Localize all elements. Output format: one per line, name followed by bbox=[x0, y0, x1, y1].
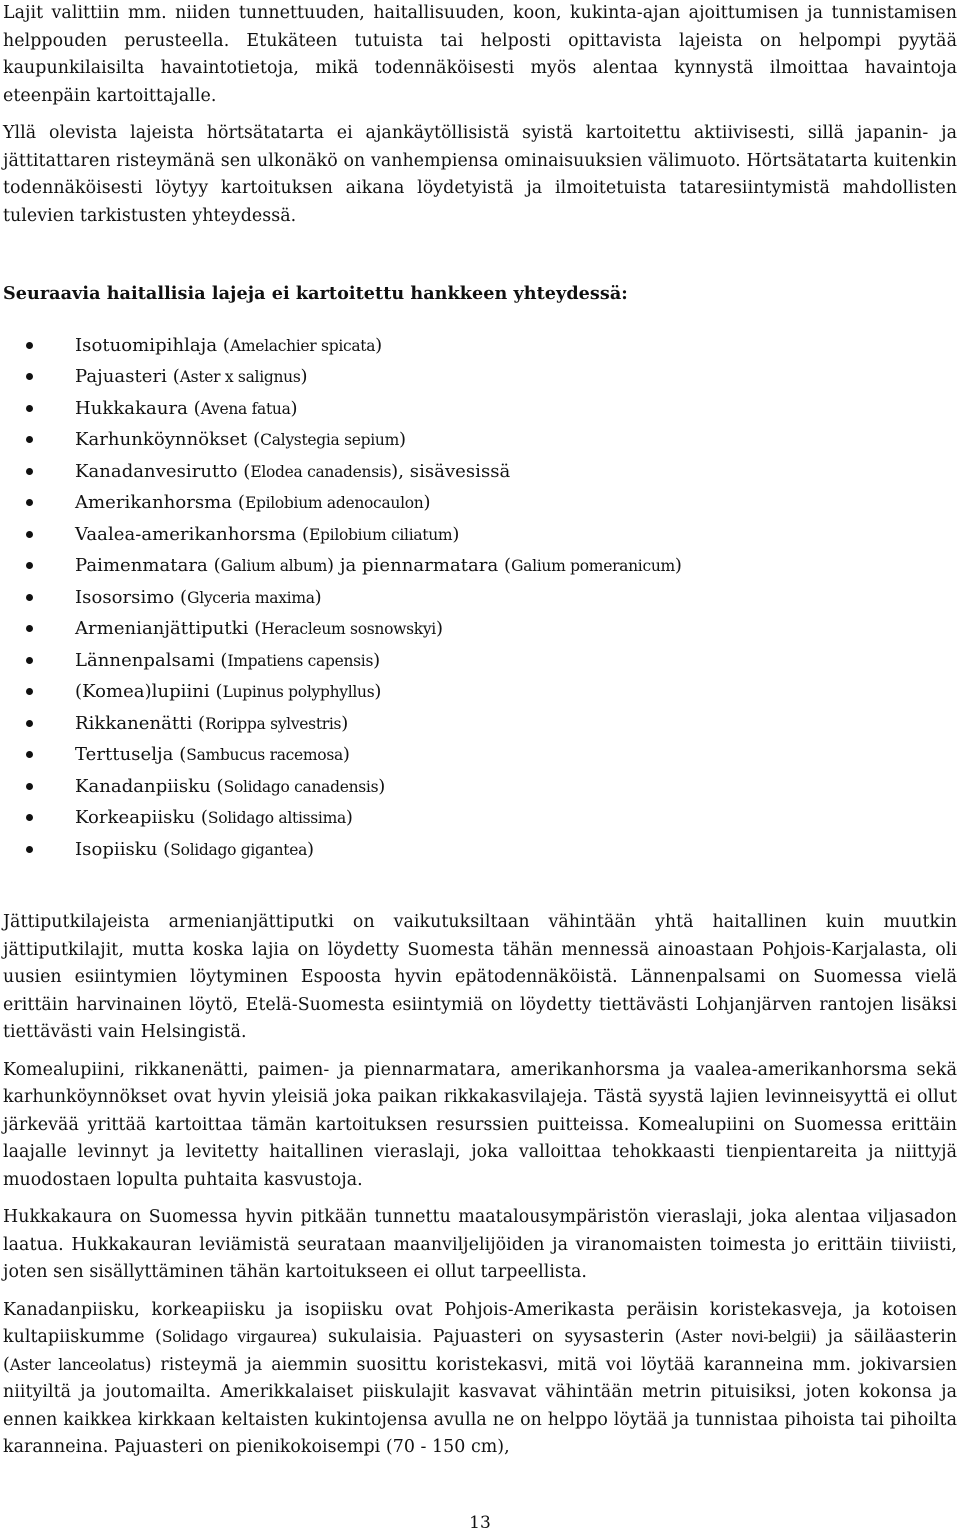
species-list bbox=[3, 330, 957, 866]
list-item: Isotuomipihlaja (Amelachier spicata) bbox=[3, 330, 957, 362]
bullet-icon bbox=[26, 688, 33, 695]
bullet-icon bbox=[26, 405, 33, 412]
list-item: Isosorsimo (Glyceria maxima) bbox=[3, 582, 957, 614]
bullet-icon bbox=[26, 499, 33, 506]
bullet-icon bbox=[26, 436, 33, 443]
bullet-icon bbox=[26, 846, 33, 853]
list-item: Karhunköynnökset (Calystegia sepium) bbox=[3, 424, 957, 456]
list-item: Korkeapiisku (Solidago altissima) bbox=[3, 802, 957, 834]
bullet-icon bbox=[26, 594, 33, 601]
bullet-icon bbox=[26, 562, 33, 569]
list-item: Paimenmatara (Galium album) ja piennarmatara (Galium pomeranicum) bbox=[3, 550, 957, 582]
bullet-icon bbox=[26, 814, 33, 821]
list-item: Rikkanenätti (Rorippa sylvestris) bbox=[3, 708, 957, 740]
list-item: Kanadanpiisku (Solidago canadensis) bbox=[3, 771, 957, 803]
bullet-icon bbox=[26, 657, 33, 664]
list-item: Lännenpalsami (Impatiens capensis) bbox=[3, 645, 957, 677]
bullet-icon bbox=[26, 342, 33, 349]
list-item: Kanadanvesirutto (Elodea canadensis), sisävesissä bbox=[3, 456, 957, 488]
page-number: 13 bbox=[469, 1513, 491, 1533]
list-item: Pajuasteri (Aster x salignus) bbox=[3, 361, 957, 393]
list-item: Vaalea-amerikanhorsma (Epilobium ciliatum) bbox=[3, 519, 957, 551]
list-item: Amerikanhorsma (Epilobium adenocaulon) bbox=[3, 487, 957, 519]
body-paragraph-hukkakaura: Hukkakaura on Suomessa hyvin pitkään tunnettu maatalousympäristön vieraslaji, joka alentaa viljasadon laatua. Hukkakauran leviämistä seurataan maanviljelijöiden ja viranomaisten toimesta jo erittäin tiiviisti, joten sen sisällyttäminen tähän kartoitukseen ei ollut tarpeellista. bbox=[3, 1207, 957, 1282]
body-paragraph-piiskut: Kanadanpiisku, korkeapiisku ja isopiisku ovat Pohjois-Amerikasta peräisin koristekasveja, ja kotoisen kultapiiskumme (Solidago virgaurea) sukulaisia. Pajuasteri on syysasterin (Aster novi-belgii) ja säiläasterin (Aster lanceolatus) risteymä ja aiemmin suosittu koristekasvi, mitä voi löytää karanneina mm. jokivarsien niityiltä ja joutomailta. Amerikkalaiset piiskulajit kasvavat vähintään metrin pituisiksi, joten kokonsa ja ennen kaikkea kirkkaan keltaisten kukintojensa avulla ne on helppo löytää ja tunnistaa pihoista tai pihoilta karanneina. Pajuasteri on pienikokoisempi (70 - 150 cm), bbox=[3, 1299, 957, 1457]
body-paragraph-armenianjattiputki: Jättiputkilajeista armenianjättiputki on vaikutuksiltaan vähintään yhtä haitallinen kuin muutkin jättiputkilajit, mutta koska lajia on löydetty Suomesta tähän mennessä ainoastaan Pohjois-Karjalasta, oli uusien esiintymien löytyminen Espoosta hyvin epätodennäköistä. Lännenpalsami on Suomessa vielä erittäin harvinainen löytö, Etelä-Suomesta esiintymiä on löydetty tiettävästi Lohjanjärven rantojen lisäksi tiettävästi vain Helsingistä. bbox=[3, 912, 957, 1042]
list-heading: Seuraavia haitallisia lajeja ei kartoitettu hankkeen yhteydessä: bbox=[3, 283, 628, 304]
body-paragraph-komealupiini: Komealupiini, rikkanenätti, paimen- ja piennarmatara, amerikanhorsma ja vaalea-amerikanhorsma sekä karhunköynnökset ovat hyvin yleisiä joka paikan rikkakasvilajeja. Tästä syystä lajien levinneisyyttä ei ollut järkevää yrittää kartoittaa tämän kartoituksen resurssien puitteissa. Komealupiini on Suomessa erittäin laajalle levinnyt ja levitetty haitallinen vieraslaji, joka valloittaa tehokkaasti tienpientareita ja niittyjä muodostaen lopulta puhtaita kasvustoja. bbox=[3, 1059, 957, 1190]
list-item: Isopiisku (Solidago gigantea) bbox=[3, 834, 957, 866]
bullet-icon bbox=[26, 720, 33, 727]
list-item: (Komea)lupiini (Lupinus polyphyllus) bbox=[3, 676, 957, 708]
bullet-icon bbox=[26, 468, 33, 475]
bullet-icon bbox=[26, 625, 33, 632]
document-page bbox=[3, 0, 957, 1462]
intro-paragraph-2: Yllä olevista lajeista hörtsätatarta ei ajankäytöllisistä syistä kartoitettu aktiivisesti, sillä japanin- ja jättitattaren risteymänä sen ulkonäkö on vanhempiensa ominaisuuksien välimuoto. Hörtsätatarta kuitenkin todennäköisesti löytyy kartoituksen aikana löydetyistä ja ilmoitetuista tataresiintymistä mahdollisten tulevien tarkistusten yhteydessä. bbox=[3, 123, 957, 226]
list-item: Armenianjättiputki (Heracleum sosnowskyi) bbox=[3, 613, 957, 645]
bullet-icon bbox=[26, 373, 33, 380]
bullet-icon bbox=[26, 531, 33, 538]
intro-paragraph-1: Lajit valittiin mm. niiden tunnettuuden, haitallisuuden, koon, kukinta-ajan ajoittumisen ja tunnistamisen helppouden perusteella. Etukäteen tutuista tai helposti opittavista lajeista on helpompi pyytää kaupunkilaisilta havaintotietoja, mikä todennäköisesti myös alentaa kynnystä ilmoittaa havaintoja eteenpäin kartoittajalle. bbox=[3, 3, 957, 106]
list-item: Hukkakaura (Avena fatua) bbox=[3, 393, 957, 425]
bullet-icon bbox=[26, 783, 33, 790]
list-item: Terttuselja (Sambucus racemosa) bbox=[3, 739, 957, 771]
bullet-icon bbox=[26, 751, 33, 758]
